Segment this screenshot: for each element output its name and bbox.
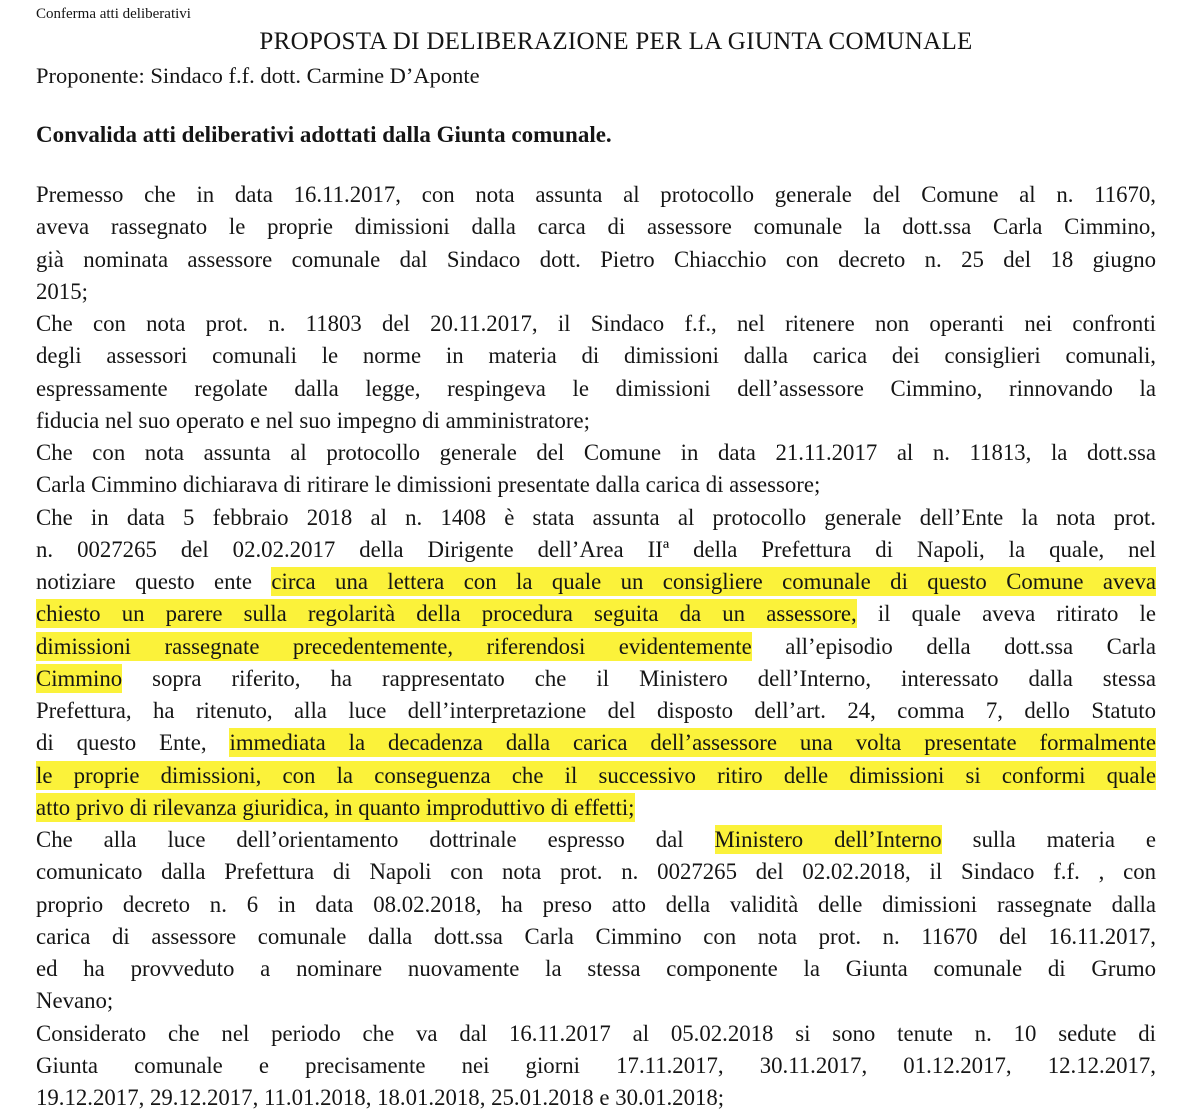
text-segment: notiziare questo ente (36, 569, 272, 594)
text-segment: sopra riferito, ha rappresentato che il Ministero dell’Interno, interessato dalla stessa (122, 665, 1156, 691)
proponent-line: Proponente: Sindaco f.f. dott. Carmine D’Aponte (36, 63, 480, 88)
text-line (36, 825, 1156, 855)
text-line: già nominata assessore comunale dal Sindaco dott. Pietro Chiacchio con decreto n. 25 del 18 giugno (36, 246, 1156, 272)
highlighted-text: Ministero dell’Interno (714, 827, 942, 852)
text-segment: all’episodio della dott.ssa Carla (751, 633, 1156, 659)
text-line: Prefettura, ha ritenuto, alla luce dell’interpretazione del disposto dell’art. 24, comma 7, dello Statuto (36, 698, 1156, 723)
header-note: Conferma atti deliberativi (36, 6, 191, 22)
text-segment: di questo Ente, (36, 730, 230, 756)
highlighted-text: immediata la decadenza dalla carica dell’assessore una volta presentate formalmente (229, 730, 1156, 756)
text-line: ed ha provveduto a nominare nuovamente la stessa componente la Giunta comunale di Grumo (36, 956, 1156, 981)
text-line (36, 793, 1156, 823)
text-line: espressamente regolate dalla legge, respingeva le dimissioni dell’assessore Cimmino, rinnovando la (36, 375, 1156, 401)
text-line: Premesso che in data 16.11.2017, con nota assunta al protocollo generale del Comune al n. 11670, (36, 182, 1156, 207)
text-line: n. 0027265 del 02.02.2017 della Dirigente dell’Area IIª della Prefettura di Napoli, la quale, nel (36, 536, 1156, 562)
text-line: Nevano; (36, 988, 114, 1014)
text-line (36, 567, 1156, 597)
text-segment: sulla materia e (941, 827, 1156, 852)
text-line: Considerato che nel periodo che va dal 16.11.2017 al 05.02.2018 si sono tenute n. 10 sedute di (36, 1020, 1156, 1046)
text-line (36, 761, 1156, 791)
text-line: Che con nota assunta al protocollo generale del Comune in data 21.11.2017 al n. 11813, la dott.ssa (36, 440, 1156, 465)
text-line: aveva rassegnato le proprie dimissioni dalla carca di assessore comunale la dott.ssa Carla Cimmino, (36, 214, 1156, 240)
subject-heading: Convalida atti deliberativi adottati dalla Giunta comunale. (36, 122, 612, 147)
text-line: carica di assessore comunale dalla dott.ssa Carla Cimmino con nota prot. n. 11670 del 16.11.2017, (36, 923, 1156, 949)
text-line: comunicato dalla Prefettura di Napoli con nota prot. n. 0027265 del 02.02.2018, il Sindaco f.f. , con (36, 859, 1156, 885)
highlighted-text: chiesto un parere sulla regolarità della procedura seguita da un assessore, (36, 601, 857, 627)
highlighted-text: Cimmino (36, 665, 123, 691)
text-line: proprio decreto n. 6 in data 08.02.2018, ha preso atto della validità delle dimissioni rassegnate dalla (36, 891, 1156, 917)
text-line (36, 599, 1156, 629)
text-segment: il quale aveva ritirato le (856, 601, 1156, 627)
text-line (36, 728, 1156, 758)
highlighted-text: atto privo di rilevanza giuridica, in quanto improduttivo di effetti; (36, 794, 635, 820)
highlighted-text: circa una lettera con la quale un consigliere comunale di questo Comune aveva (271, 569, 1156, 594)
text-line: 2015; (36, 278, 88, 304)
highlighted-text: le proprie dimissioni, con la conseguenza che il successivo ritiro delle dimissioni si conformi quale (36, 762, 1156, 788)
text-line: fiducia nel suo operato e nel suo impegno di amministratore; (36, 407, 590, 433)
text-line: degli assessori comunali le norme in materia di dimissioni dalla carica dei consiglieri comunali, (36, 343, 1156, 369)
document-title: PROPOSTA DI DELIBERAZIONE PER LA GIUNTA COMUNALE (259, 28, 973, 55)
text-line: 19.12.2017, 29.12.2017, 11.01.2018, 18.01.2018, 25.01.2018 e 30.01.2018; (36, 1085, 725, 1110)
text-line (36, 664, 1156, 694)
text-line (36, 632, 1156, 662)
highlighted-text: dimissioni rassegnate precedentemente, riferendosi evidentemente (36, 633, 752, 659)
text-line: Che in data 5 febbraio 2018 al n. 1408 è stata assunta al protocollo generale dell’Ente la nota prot. (36, 504, 1156, 530)
text-line: Carla Cimmino dichiarava di ritirare le dimissioni presentate dalla carica di assessore; (36, 472, 821, 498)
text-line: Giunta comunale e precisamente nei giorni 17.11.2017, 30.11.2017, 01.12.2017, 12.12.2017, (36, 1052, 1156, 1078)
text-line: Che con nota prot. n. 11803 del 20.11.2017, il Sindaco f.f., nel ritenere non operanti nei confronti (36, 311, 1156, 336)
text-segment: Che alla luce dell’orientamento dottrinale espresso dal (36, 827, 715, 852)
